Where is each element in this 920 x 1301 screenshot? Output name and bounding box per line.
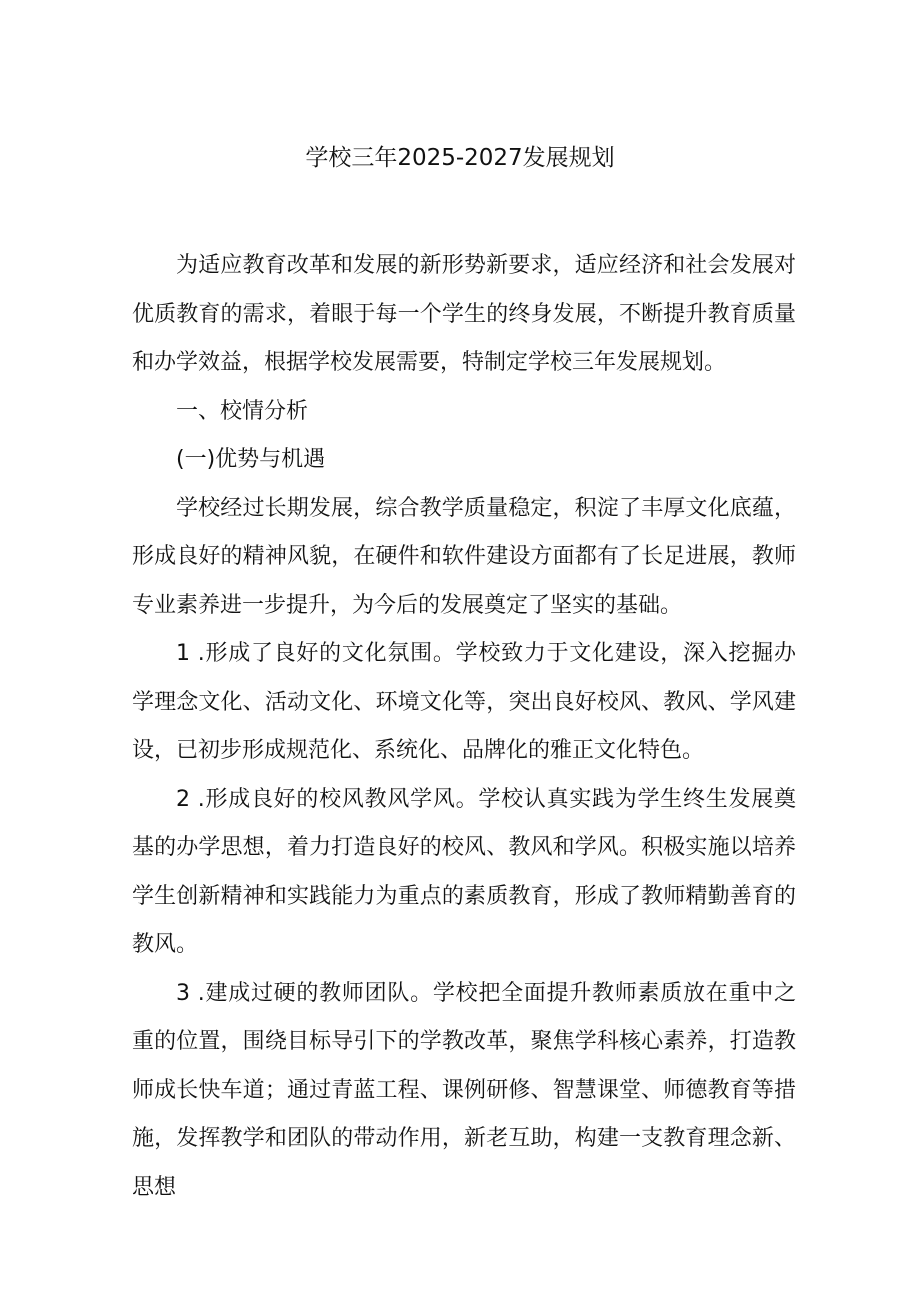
subsection-heading-advantages: (一)优势与机遇	[176, 447, 326, 472]
section-heading-analysis: 一、校情分析	[176, 398, 309, 424]
list-item-teacher-team: 3 .建成过硬的教师团队。学校把全面提升教师素质放在重中之重的位置，围绕目标导引下的学教改革，聚焦学科核心素养，打造教师成长快车道；通过青蓝工程、课例研修、智慧课堂、师德教育等措施，发挥教学和团队的带动作用，新老互助，构建一支教育理念新、思想	[132, 980, 796, 1200]
document-title: 学校三年2025-2027发展规划	[305, 145, 615, 171]
advantages-paragraph: 学校经过长期发展，综合教学质量稳定，积淀了丰厚文化底蕴，形成良好的精神风貌，在硬件和软件建设方面都有了长足进展，教师专业素养进一步提升，为今后的发展奠定了坚实的基础。	[132, 495, 796, 618]
list-item-school-spirit: 2 .形成良好的校风教风学风。学校认真实践为学生终生发展奠基的办学思想，着力打造良好的校风、教风和学风。积极实施以培养学生创新精神和实践能力为重点的素质教育，形成了教师精勤善育的教风。	[132, 786, 796, 957]
list-item-culture: 1 .形成了良好的文化氛围。学校致力于文化建设，深入挖掘办学理念文化、活动文化、环境文化等，突出良好校风、教风、学风建设，已初步形成规范化、系统化、品牌化的雅正文化特色。	[132, 641, 796, 763]
document-body	[132, 242, 796, 1212]
intro-paragraph: 为适应教育改革和发展的新形势新要求，适应经济和社会发展对优质教育的需求，着眼于每一个学生的终身发展，不断提升教育质量和办学效益，根据学校发展需要，特制定学校三年发展规划。	[132, 253, 796, 375]
